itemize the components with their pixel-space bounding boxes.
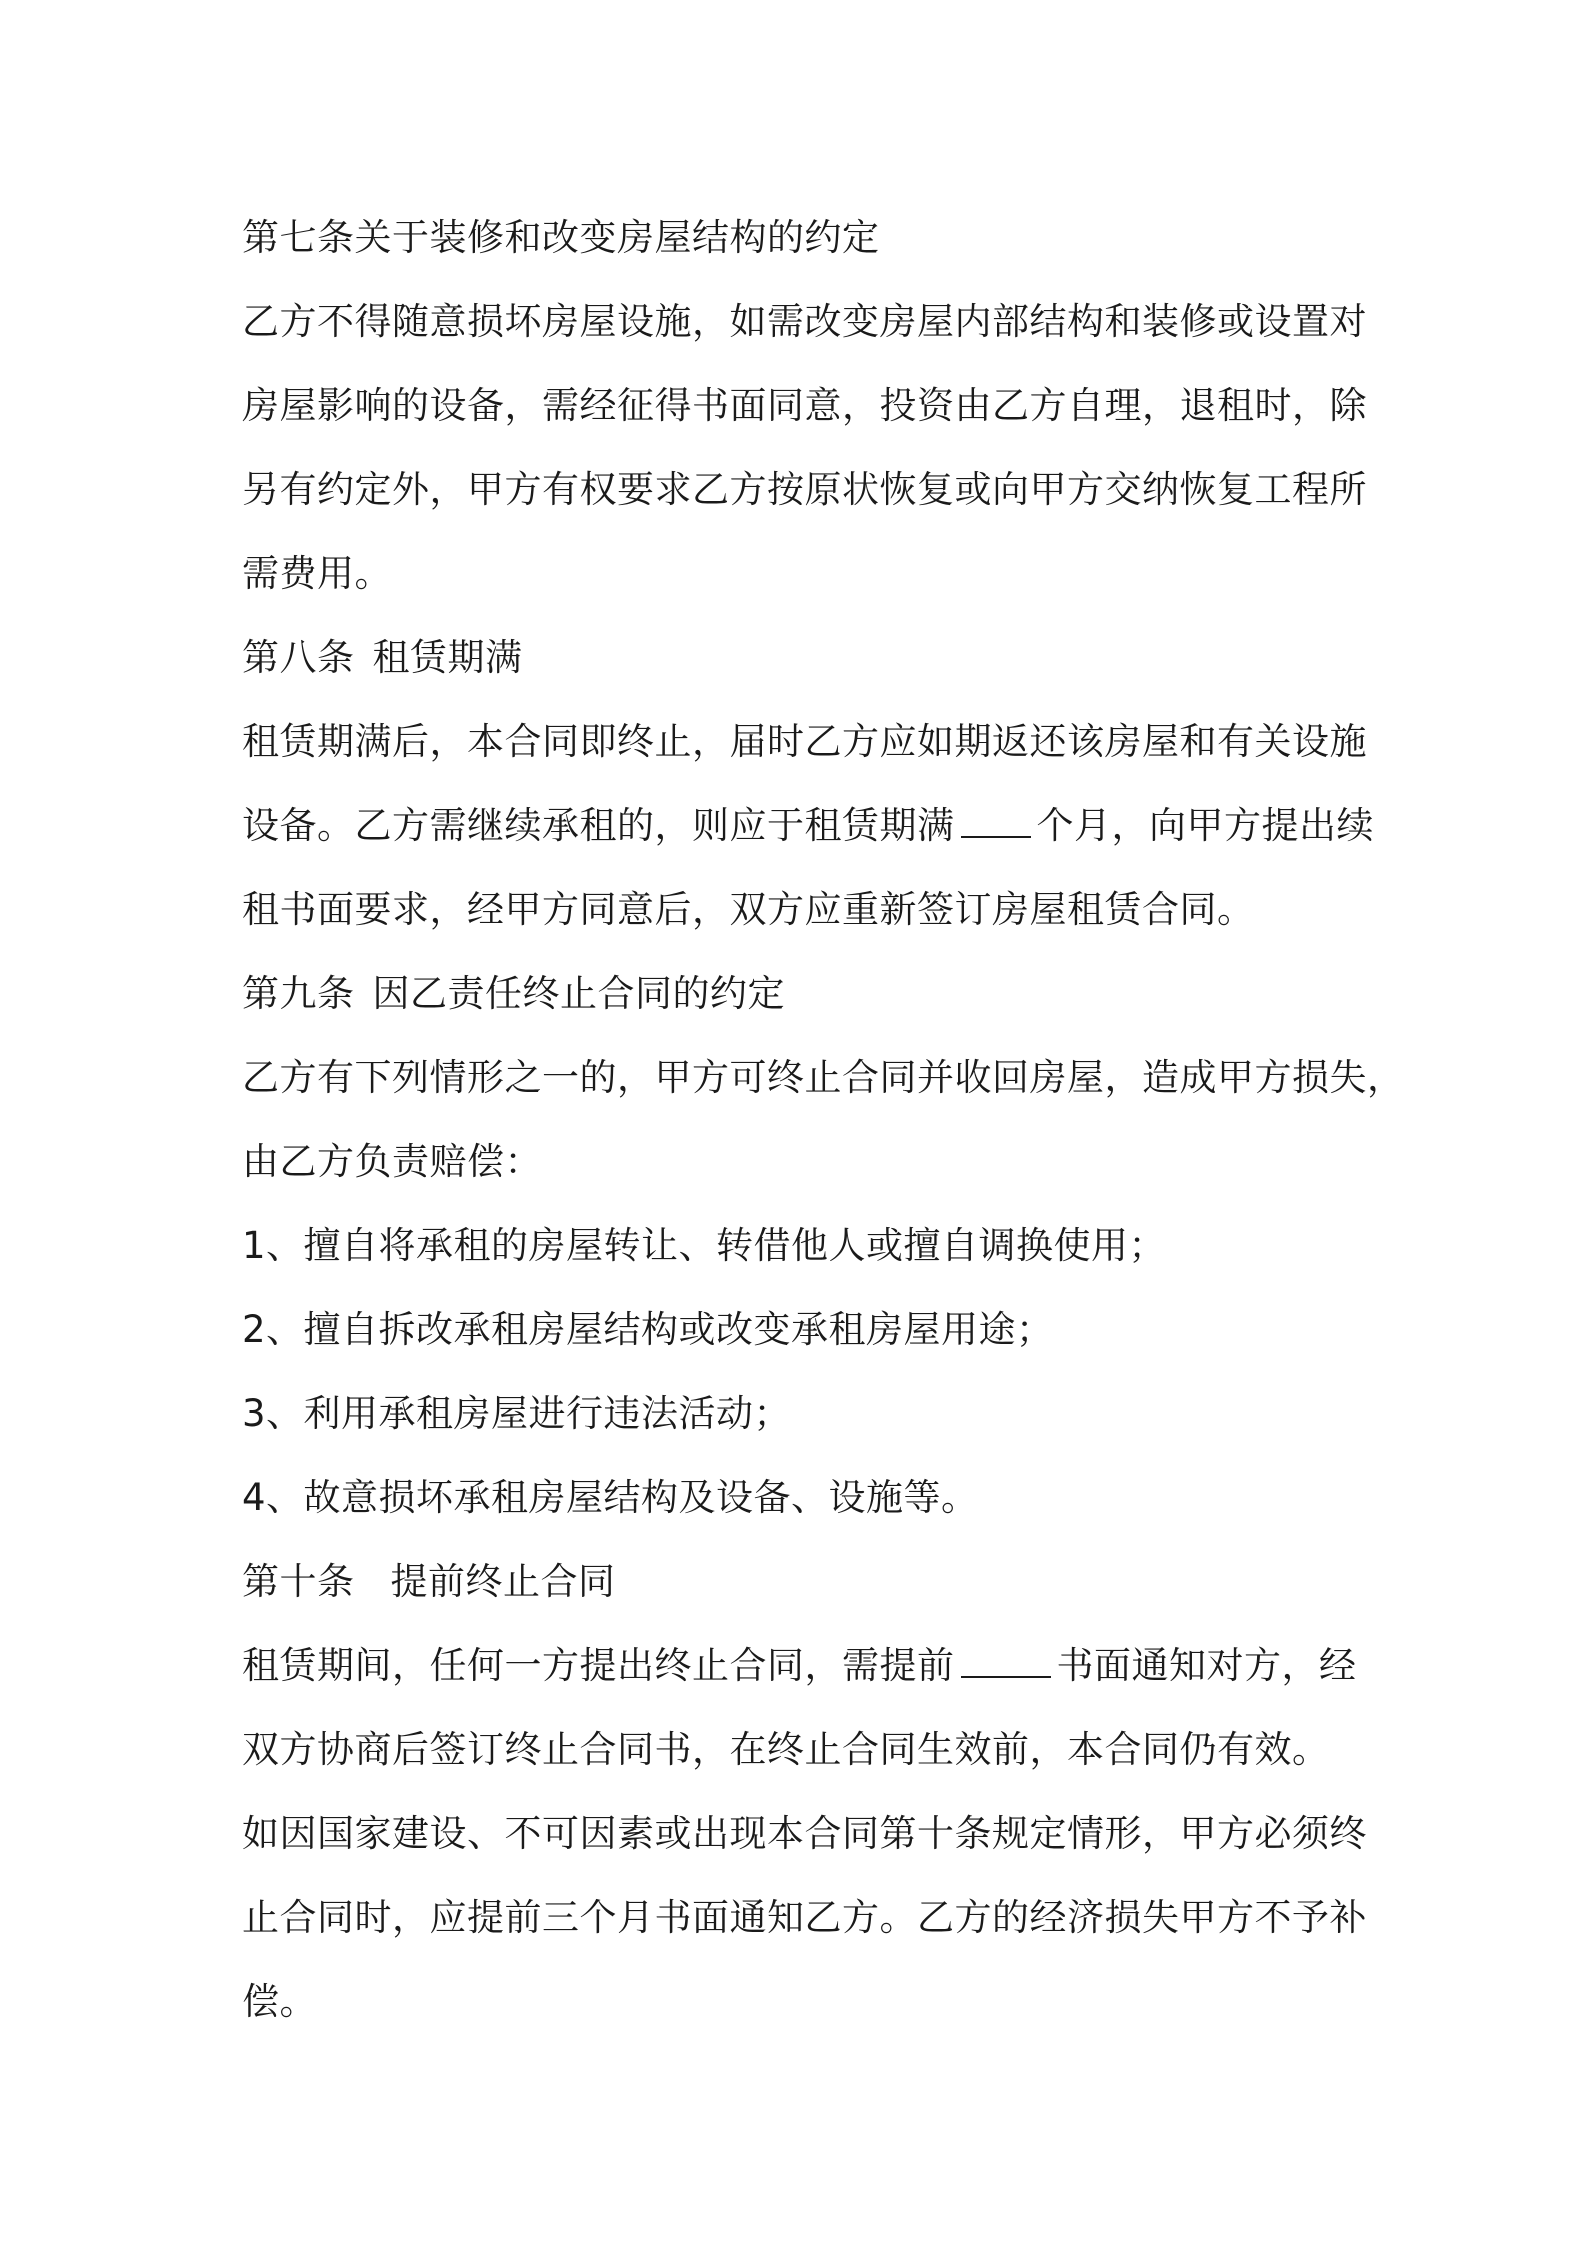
article8-line-2-after: 个月，向甲方提出续 [1036,804,1374,847]
article9-intro-2: 由乙方负责赔偿： [242,1140,542,1183]
article8-heading [242,616,1362,700]
article10-line-5: 偿。 [242,1980,317,2023]
article8-line-2-before: 设备。乙方需继续承租的，则应于租赁期满 [242,804,955,847]
article7-title: 关于装修和改变房屋结构的约定 [354,216,880,259]
article7-line-4: 需费用。 [242,552,392,595]
article7-line-1: 乙方不得随意损坏房屋设施，如需改变房屋内部结构和装修或设置对 [242,300,1367,343]
article9-title: 因乙责任终止合同的约定 [372,972,785,1015]
article9-item-4: 4、故意损坏承租房屋结构及设备、设施等。 [242,1476,979,1519]
article7-line-3: 另有约定外，甲方有权要求乙方按原状恢复或向甲方交纳恢复工程所 [242,468,1367,511]
article7-heading [242,196,1362,280]
article8-number: 第八条 [242,636,355,679]
article7-line-2: 房屋影响的设备，需经征得书面同意，投资由乙方自理，退租时，除 [242,384,1367,427]
article8-line-1: 租赁期满后，本合同即终止，届时乙方应如期返还该房屋和有关设施 [242,720,1367,763]
notice-period-blank-field[interactable] [961,1636,1051,1678]
article10-number: 第十条 [242,1560,355,1603]
article10-line-4: 止合同时，应提前三个月书面通知乙方。乙方的经济损失甲方不予补 [242,1896,1367,1939]
article9-item-2: 2、擅自拆改承租房屋结构或改变承租房屋用途； [242,1308,1054,1351]
article8-title: 租赁期满 [372,636,523,679]
article10-title: 提前终止合同 [390,1560,616,1603]
article10-line-1 [242,1624,1362,1708]
article9-heading [242,952,1362,1036]
article10-line-3: 如因国家建设、不可因素或出现本合同第十条规定情形，甲方必须终 [242,1812,1367,1855]
article9-item-3: 3、利用承租房屋进行违法活动； [242,1392,792,1435]
article9-intro-1: 乙方有下列情形之一的，甲方可终止合同并收回房屋，造成甲方损失， [242,1056,1405,1099]
article10-line-2: 双方协商后签订终止合同书，在终止合同生效前，本合同仍有效。 [242,1728,1330,1771]
article9-number: 第九条 [242,972,355,1015]
article8-line-3: 租书面要求，经甲方同意后，双方应重新签订房屋租赁合同。 [242,888,1255,931]
article10-line-1-before: 租赁期间，任何一方提出终止合同，需提前 [242,1644,955,1687]
article10-heading [242,1540,1362,1624]
article9-item-1: 1、擅自将承租的房屋转让、转借他人或擅自调换使用； [242,1224,1167,1267]
article8-line-2 [242,784,1374,868]
document-page [242,196,1405,2044]
article7-number: 第七条 [242,216,355,259]
months-blank-field[interactable] [961,796,1031,838]
article10-line-1-after: 书面通知对方，经 [1056,1644,1357,1687]
